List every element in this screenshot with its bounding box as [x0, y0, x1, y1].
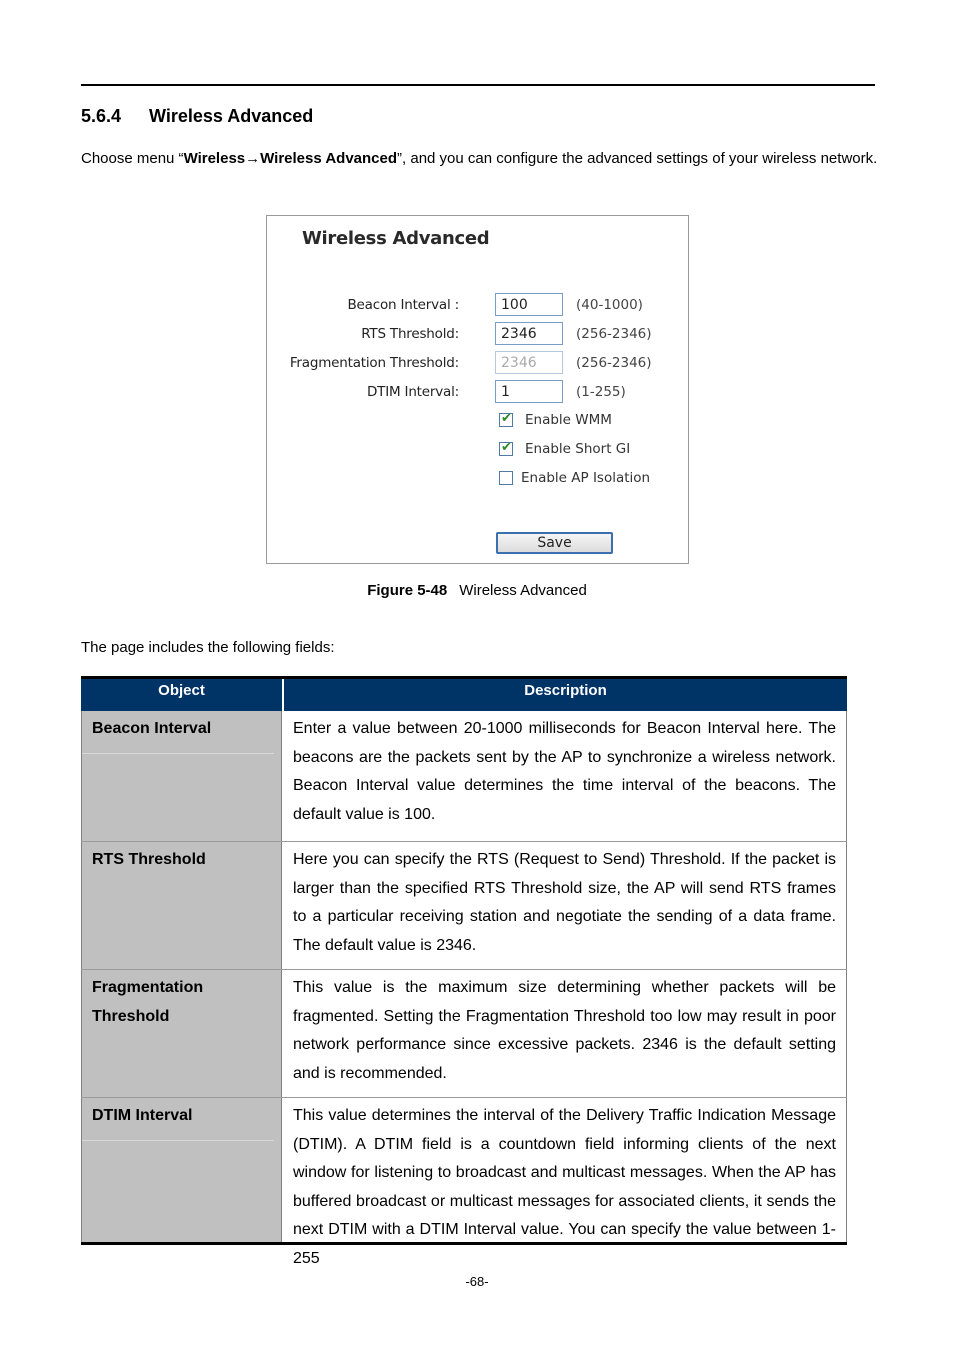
description-text: Here you can specify the RTS (Request to Send) Threshold. If the packet is larger than the specified RTS Threshold size, the AP will send RTS frames to a particular receiving station and negotiate the sending of a data frame. The default value is 2346. [293, 851, 836, 954]
figure-caption [0, 582, 954, 599]
fields-intro: The page includes the following fields: [81, 639, 335, 656]
description-cell [282, 970, 847, 1097]
table-header [81, 679, 847, 711]
table-row [81, 842, 847, 970]
checkbox-unchecked-icon[interactable] [499, 471, 513, 485]
table-bottom-rule [81, 1242, 847, 1245]
figure-caption-text: Wireless Advanced [459, 582, 587, 599]
description-text: This value is the maximum size determining whether packets will be fragmented. Setting the Fragmentation Threshold too low may result in poor network performance since excessive packets. 2346 is the default setting and is recommended. [293, 979, 836, 1082]
object-name: Fragmentation Threshold [92, 979, 204, 1025]
object-divider [82, 1140, 274, 1141]
object-name: DTIM Interval [92, 1107, 193, 1124]
table-header-object: Object [158, 682, 205, 699]
description-text: This value determines the interval of the Delivery Traffic Indication Message (DTIM). A DTIM field is a countdown field informing clients of the next window for listening to broadcast and multicast messages. When the AP has buffered broadcast or multicast messages for associated clients, it sends the next DTIM with a DTIM Interval value. You can specify the value between 1-255 [293, 1107, 836, 1267]
object-cell [81, 1098, 282, 1242]
enable-short-gi-label: Enable Short GI [525, 441, 631, 457]
dtim-interval-label: DTIM Interval: [366, 384, 459, 400]
section-heading [81, 106, 313, 127]
rts-threshold-range: (256-2346) [576, 326, 652, 342]
enable-ap-isolation-label: Enable AP Isolation [521, 470, 651, 486]
page-number: -68- [465, 1274, 489, 1289]
description-cell [282, 1098, 847, 1267]
table-row [81, 711, 847, 842]
beacon-interval-input[interactable] [495, 293, 563, 316]
beacon-interval-range: (40-1000) [576, 297, 643, 313]
description-text: Enter a value between 20-1000 milliseconds for Beacon Interval here. The beacons are the packets sent by the AP to synchronize a wireless network. Beacon Interval value determines the time interval of the beacons. The default value is 100. [293, 720, 836, 823]
enable-wmm-label: Enable WMM [525, 412, 612, 428]
intro-pre: Choose menu “ [81, 150, 184, 167]
section-title: Wireless Advanced [149, 106, 314, 126]
intro-paragraph [81, 144, 881, 173]
object-cell [81, 842, 282, 969]
fragmentation-threshold-row [267, 351, 688, 375]
rts-threshold-label: RTS Threshold: [361, 326, 459, 342]
checkbox-checked-icon[interactable]: ✔ [501, 411, 512, 426]
table-header-description: Description [524, 682, 607, 699]
figure-title: Wireless Advanced [302, 228, 490, 249]
object-cell [81, 711, 282, 841]
dtim-interval-row [267, 380, 688, 404]
dtim-interval-input[interactable] [495, 380, 563, 403]
fragmentation-threshold-input[interactable] [495, 351, 563, 374]
top-rule [81, 84, 875, 86]
rts-threshold-row [267, 322, 688, 346]
menu-wireless: Wireless [183, 150, 246, 167]
section-number: 5.6.4 [81, 106, 122, 126]
beacon-interval-row [267, 293, 688, 317]
beacon-interval-label: Beacon Interval : [347, 297, 459, 313]
object-name: RTS Threshold [92, 851, 206, 868]
checkbox-checked-icon[interactable]: ✔ [501, 440, 512, 455]
object-name: Beacon Interval [92, 720, 212, 737]
wireless-advanced-figure [266, 215, 689, 564]
description-cell [282, 842, 847, 969]
table-row [81, 970, 847, 1098]
rts-threshold-input[interactable] [495, 322, 563, 345]
figure-caption-label: Figure 5-48 [367, 582, 448, 599]
object-divider [82, 753, 274, 754]
description-cell [282, 711, 847, 841]
intro-post: ”, and you can configure the advanced settings of your wireless network. [397, 150, 878, 167]
fragmentation-threshold-label: Fragmentation Threshold: [289, 355, 459, 371]
menu-wireless-advanced: Wireless Advanced [260, 150, 398, 167]
fragmentation-threshold-range: (256-2346) [576, 355, 652, 371]
save-button[interactable]: Save [496, 532, 613, 554]
table-row [81, 1098, 847, 1267]
dtim-interval-range: (1-255) [576, 384, 626, 400]
object-cell [81, 970, 282, 1097]
arrow-icon: → [245, 150, 261, 167]
